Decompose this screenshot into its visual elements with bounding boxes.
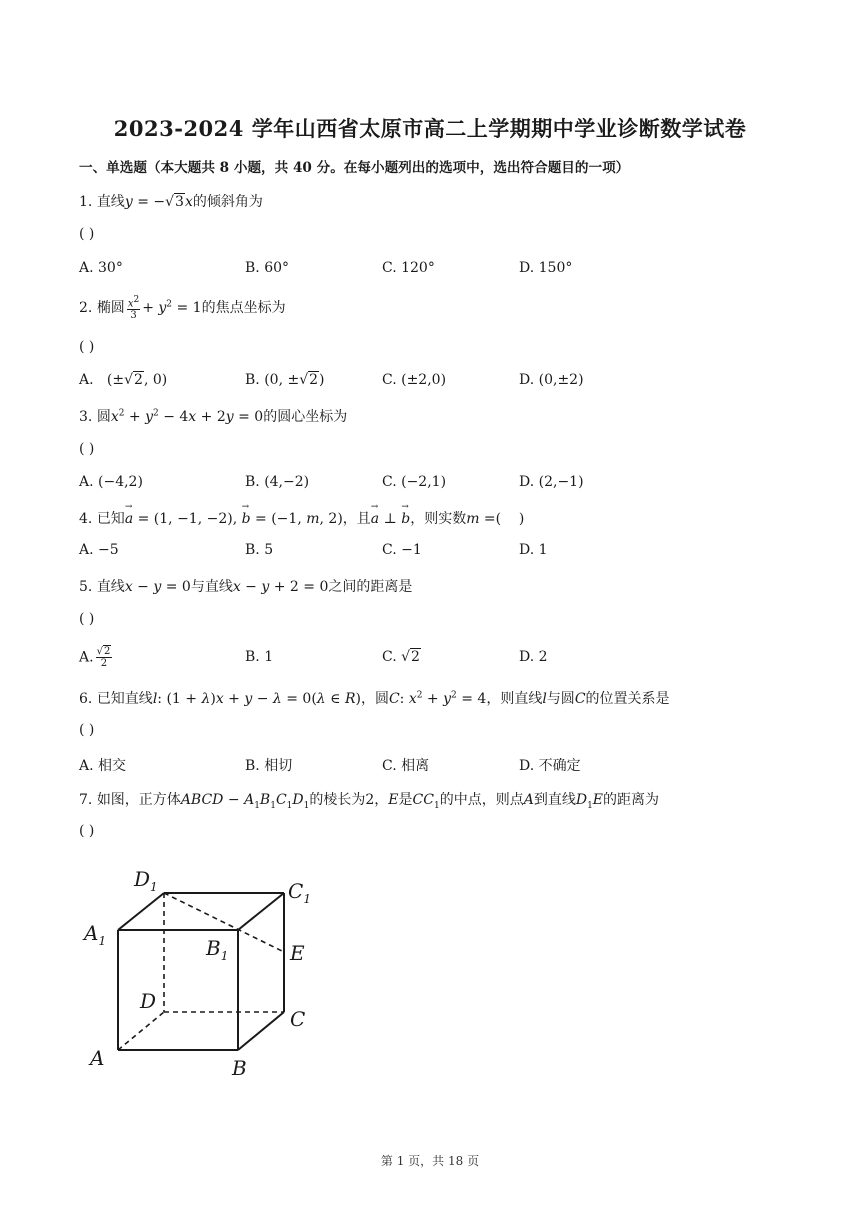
answer-paren: ( ) — [79, 722, 95, 738]
question-4: 4. 已知→ a = (1, −1, −2), → b = (−1, m, 2)，且→ a ⊥ → b，则实数m =( ) — [79, 508, 524, 528]
label-e: E — [290, 941, 305, 965]
q1-option-d: D. 150° — [519, 260, 573, 276]
q5-option-c: C. √2 — [382, 649, 420, 665]
answer-paren: ( ) — [79, 226, 95, 242]
q3-option-b: B. (4,−2) — [245, 474, 310, 490]
q3-option-c: C. (−2,1) — [382, 474, 447, 490]
q3-option-a: A. (−4,2) — [79, 474, 143, 490]
page-footer: 第 1 页，共 18 页 — [380, 1154, 480, 1168]
q2-option-c: C. (±2,0) — [382, 372, 447, 388]
answer-paren: ( ) — [79, 823, 95, 839]
q6-option-b: B. 相切 — [245, 758, 293, 774]
label-a1: $A_1$ — [84, 921, 107, 948]
label-d1: $D_1$ — [134, 867, 158, 894]
edge-a-d-hidden — [118, 1012, 164, 1050]
q2-option-d: D. (0,±2) — [519, 372, 584, 388]
segment-d1-e — [164, 893, 284, 952]
q3-option-d: D. (2,−1) — [519, 474, 584, 490]
label-b1: $B_1$ — [206, 936, 229, 963]
label-d: D — [140, 989, 157, 1013]
q6-option-d: D. 不确定 — [519, 758, 581, 774]
question-7: 7. 如图，正方体ABCD − $A_1B_1C_1D_1$的棱长为2，E是$CC_1$的中点，则点A到直线$D_1E$的距离为 — [79, 792, 660, 811]
q5-option-a: A. $\frac{√2}{2}$ — [79, 646, 111, 669]
q6-option-c: C. 相离 — [382, 758, 430, 774]
q5-option-d: D. 2 — [519, 649, 548, 665]
edge-a1-d1 — [118, 893, 164, 930]
q5-option-b: B. 1 — [245, 649, 274, 665]
question-5: 5. 直线x − y = 0与直线x − y + 2 = 0之间的距离是 — [79, 579, 413, 595]
q1-option-b: B. 60° — [245, 260, 290, 276]
q4-option-b: B. 5 — [245, 542, 274, 558]
q2-option-a: A. (±√2, 0) — [79, 372, 168, 388]
q2-option-b: B. (0, ±√2) — [245, 372, 325, 388]
q6-option-a: A. 相交 — [79, 758, 127, 774]
answer-paren: ( ) — [79, 611, 95, 627]
q4-option-a: A. −5 — [79, 542, 119, 558]
q1-option-c: C. 120° — [382, 260, 435, 276]
label-b: B — [232, 1056, 247, 1080]
cube-figure — [80, 860, 330, 1090]
q4-option-c: C. −1 — [382, 542, 422, 558]
question-1: 1. 直线y = −√3x的倾斜角为 — [79, 194, 263, 210]
label-a: A — [90, 1046, 105, 1070]
edge-b-c — [238, 1012, 284, 1050]
label-c1: $C_1$ — [288, 879, 311, 906]
q4-option-d: D. 1 — [519, 542, 548, 558]
page-title: 2023-2024 学年山西省太原市高二上学期期中学业诊断数学试卷 — [113, 116, 747, 141]
q1-option-a: A. 30° — [79, 260, 123, 276]
question-3: 3. 圆$x^2 + y^2 - 4x + 2y = 0$的圆心坐标为 — [79, 408, 348, 425]
edge-b1-c1 — [238, 893, 284, 930]
section-heading: 一、单选题（本大题共 8 小题，共 40 分。在每小题列出的选项中，选出符合题目的一项） — [79, 160, 630, 176]
answer-paren: ( ) — [79, 441, 95, 457]
question-6: 6. 已知直线l: (1 + λ)x + y − λ = 0(λ ∈ R)，圆C: $x^2 + y^2 = 4$，则直线l与圆C的位置关系是 — [79, 690, 670, 707]
label-c: C — [290, 1007, 306, 1031]
question-2: 2. 椭圆 $\frac{x^2}{3}$ + $y^2 = 1$的焦点坐标为 — [79, 295, 286, 322]
answer-paren: ( ) — [79, 339, 95, 355]
